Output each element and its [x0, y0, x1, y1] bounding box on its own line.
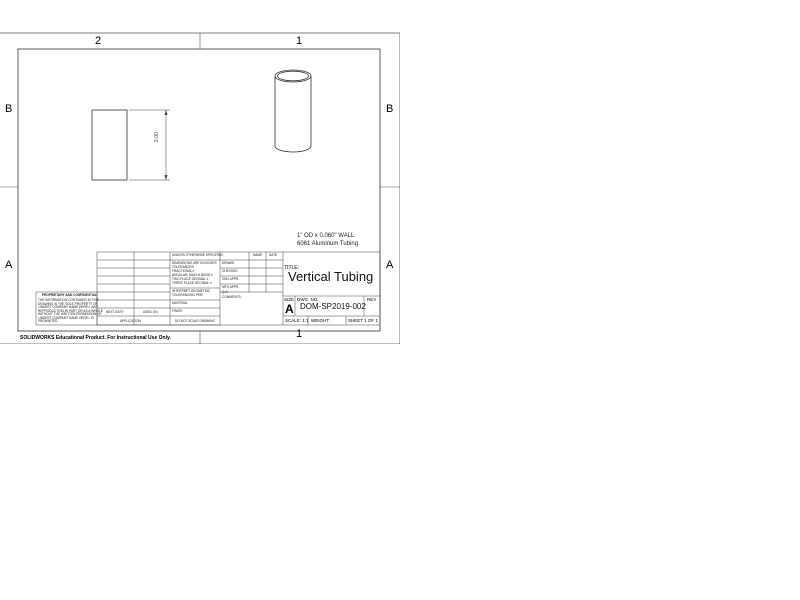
drawing-title: Vertical Tubing — [288, 269, 374, 284]
do-not-scale: DO NOT SCALE DRAWING — [175, 319, 215, 323]
tolerance-line: TWO PLACE DECIMAL ± — [172, 277, 209, 281]
zone-label-b-right: B — [386, 103, 394, 115]
zone-label-2-top: 2 — [95, 35, 102, 47]
zone-label-1-bottom: 1 — [296, 328, 303, 340]
tolerance-line: FRACTIONAL± — [172, 269, 194, 273]
approval-drawn: DRAWN — [222, 261, 234, 265]
proprietary-line: REPRODUCTION IN PART OR AS A WHOLE — [38, 308, 103, 313]
size-value: A — [285, 302, 294, 316]
proprietary-line: <INSERT COMPANY NAME HERE> IS — [38, 315, 94, 320]
name-column-header: NAME — [253, 253, 263, 257]
approval-mfg: MFG APPR. — [222, 285, 240, 289]
isometric-view — [275, 70, 311, 152]
zone-label-a-left: A — [5, 259, 13, 271]
drawing-sheet — [0, 0, 400, 344]
scale-label: SCALE: 1:1 — [285, 318, 309, 323]
drawing-number: DOM-SP2019-002 — [300, 302, 366, 311]
interpret-line: INTERPRET GEOMETRIC — [172, 289, 211, 293]
note-line-1: 1" OD x 0.060" WALL — [297, 233, 355, 239]
approval-qa: Q.A. — [222, 290, 229, 294]
zone-label-b-left: B — [5, 103, 13, 115]
dimension-value: 2.00 — [154, 132, 160, 142]
proprietary-line: PROHIBITED. — [38, 319, 59, 323]
proprietary-title: PROPRIETARY AND CONFIDENTIAL — [42, 293, 97, 297]
size-label: SIZE — [284, 297, 295, 302]
tolerance-line: DIMENSIONS ARE IN INCHES — [172, 261, 217, 265]
used-on-label: USED ON — [143, 310, 158, 314]
interpret-line: TOLERANCING PER: — [172, 293, 204, 297]
sheet-label: SHEET 1 OF 1 — [348, 318, 378, 323]
dwg-no-label: DWG. NO. — [297, 297, 319, 302]
proprietary-line: DRAWING IS THE SOLE PROPERTY OF — [38, 301, 98, 306]
tolerance-header: UNLESS OTHERWISE SPECIFIED: — [172, 253, 224, 257]
zone-label-a-right: A — [386, 259, 394, 271]
proprietary-line: THE INFORMATION CONTAINED IN THIS — [38, 298, 99, 302]
comments-label: COMMENTS: — [222, 295, 242, 299]
approval-eng: ENG APPR. — [222, 277, 240, 281]
weight-label: WEIGHT: — [311, 318, 330, 323]
front-view — [92, 110, 170, 180]
approval-checked: CHECKED — [222, 269, 238, 273]
rev-label: REV — [367, 297, 377, 302]
tolerance-line: TOLERANCES: — [172, 265, 195, 269]
zone-label-1-top: 1 — [296, 35, 303, 47]
finish-label: FINISH — [172, 309, 183, 313]
date-column-header: DATE — [269, 253, 278, 257]
tolerance-line: ANGULAR: MACH± BEND ± — [172, 273, 213, 277]
proprietary-line: <INSERT COMPANY NAME HERE>. ANY — [38, 305, 98, 309]
note-line-2: 6061 Aluminum Tubing — [297, 241, 359, 247]
educational-footer: SOLIDWORKS Educational Product. For Instructional Use Only. — [20, 335, 171, 341]
application-label: APPLICATION — [120, 319, 141, 323]
proprietary-line: WITHOUT THE WRITTEN PERMISSION OF — [38, 312, 102, 316]
next-assy-label: NEXT ASSY — [106, 310, 124, 314]
material-label: MATERIAL — [172, 301, 188, 305]
tolerance-line: THREE PLACE DECIMAL ± — [172, 281, 212, 285]
title-label: TITLE: — [284, 265, 300, 271]
